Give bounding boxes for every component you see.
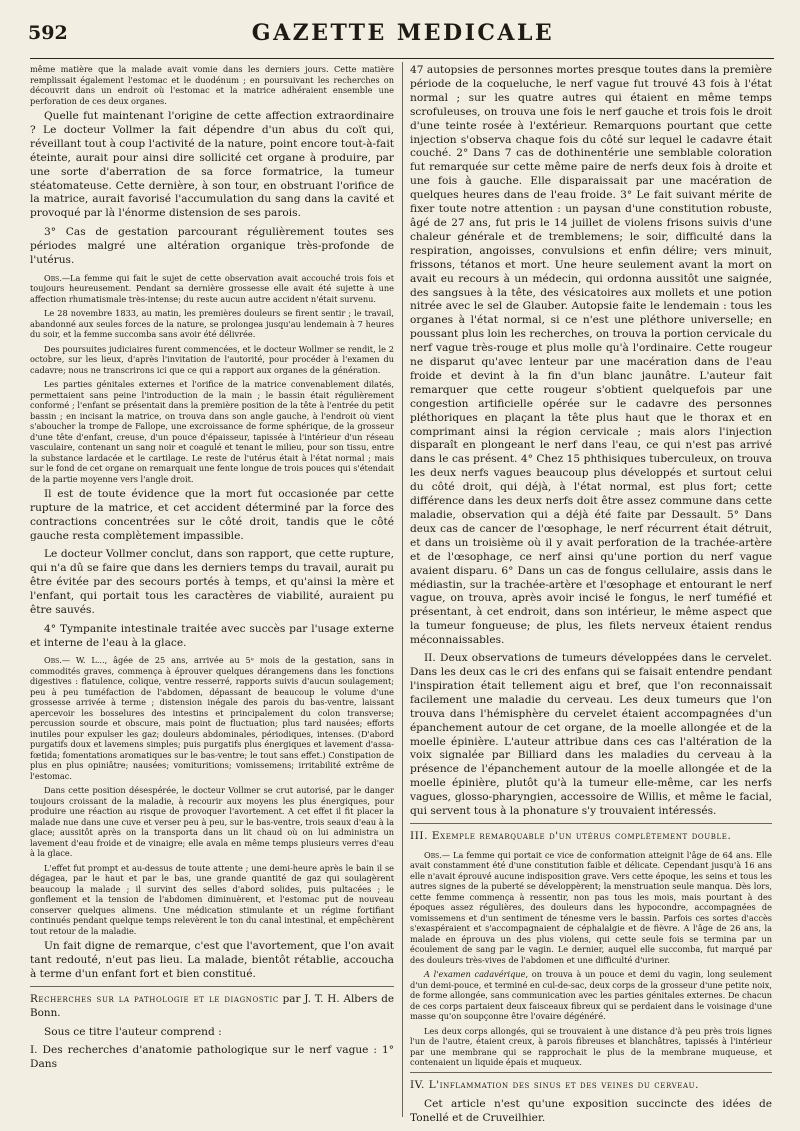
observation-1-p2: Le 28 novembre 1833, au matin, les premières douleurs se firent sentir ; le travail, abandonné aux seules forces de la nature, se prolongea jusqu'au lendemain à 7 heures du soir, et la femme succomba sans avoir été délivrée. — [30, 308, 394, 340]
observation-3-p2-text: , on trouva à un pouce et demi du vagin, long seulement d'un demi-pouce, et terminé en cul-de-sac, deux corps de la grosseur d'une petite noix, de forme allongée, sans communication avec les parties génitales externes. De chacun de ces corps partaient deux faisceaux fibreux qui se perdaient dans le voisinage d'une masse qu'on soupçonne être l'ovaire dégénéré. — [410, 969, 772, 1022]
obs-label: Obs. — [44, 272, 62, 283]
header-rule — [30, 58, 774, 59]
observation-1-text: —La femme qui fait le sujet de cette observation avait accouché trois fois et toujours heureusement. Pendant sa dernière grossesse elle avait été sujette à une affection rhumatismale très-intense; du reste aucun autre accident n'était survenu. — [30, 272, 394, 304]
recherches-title: Recherches sur la pathologie et le diagnostic — [30, 993, 279, 1006]
observation-2-p2: Dans cette position désespérée, le docteur Vollmer se crut autorisé, par le danger toujours croissant de la maladie, à recourir aux moyens les plus énergiques, pour produire une réaction au risque de provoquer l'avortement. A cet effet il fit placer la malade nue dans une cuve et verser peu à peu, sur le bas-ventre, trois seaux d'eau à la glace; aussitôt après on la transporta dans un lit chaud où on lui administra un lavement d'eau froide et de vinaigre; elle avala en même temps plusieurs verres d'eau à la glace. — [30, 785, 394, 859]
left-paragraph-6: Sous ce titre l'auteur comprend : — [44, 1026, 222, 1039]
section-rule — [30, 986, 394, 987]
section-IV-heading: IV. L'inflammation des sinus et des veines du cerveau. — [410, 1078, 700, 1091]
observation-2-intro — [30, 655, 394, 781]
right-paragraph-1: 47 autopsies de personnes mortes presque toutes dans la première période de la coqueluche, le nerf vague fut trouvé 43 fois à l'état normal ; sur les quatre autres qui étaient en même temps scrofuleuses, on trouva une fois le nerf gauche et trois fois le droit d'une teinte rosée à l'extérieur. Remarquons pourtant que cette injection s'observa chaque fois du côté sur lequel le cadavre était couché. 2° Dans 7 cas de dothinentérie une semblable coloration fut remarquée sur cette même paire de nerfs deux fois à droite et une fois à gauche. Elle disparaissait par une macération de quelques heures dans de l'eau froide. 3° Le fait suivant mérite de fixer toute notre attention : un paysan d'une constitution robuste, âgé de 27 ans, fut pris le 14 juillet de violens frisons suivis d'une chaleur générale et de tremblemens; le soir, difficulté dans la respiration, angoisses, convulsions et enfin délire; vers minuit, frissons, tétanos et mort. Une heure seulement avant la mort on avait eu recours à un médecin, qui ordonna aussitôt une saignée, des sangsues à la tête, des vésicatoires aux mollets et une potion nitrée avec le sel de Glauber. Autopsie faite le lendemain : tous les organes à l'état normal, si ce n'est une pléthore universelle; en poussant plus loin les recherches, on trouva la portion cervicale du nerf vague très-rouge et plus molle qu'à l'ordinaire. Cette rougeur ne disparut qu'avec lenteur par une macération dans de l'eau froide et devint à la fin d'un blanc jaunâtre. L'auteur fait remarquer que cette rougeur s'obtient quelquefois par une congestion artificielle opérée sur le cadavre des personnes pléthoriques en plaçant la tête plus haut que le thorax et en comprimant ainsi la région cervicale ; mais alors l'injection disparaît en plongeant le nerf dans l'eau, ce qui n'est pas arrivé dans le cas présent. 4° Chez 15 phthisiques tuberculeux, on trouva les deux nerfs vagues beaucoup plus développés et surtout celui du côté droit, qui déjà, à l'état normal, est plus fort; cette différence dans les deux nerfs doit être assez commune dans cette maladie, observation qui a déjà été faite par Dessault. 5° Dans deux cas de cancer de l'œsophage, le nerf récurrent était détruit, et dans un troisième où il y avait perforation de la trachée-artère et de l'œsophage, ce nerf ainsi qu'une portion du nerf vague avaient disparu. 6° Dans un cas de fongus cellulaire, assis dans le médiastin, sur la trachée-artère et l'œsophage et entourant le nerf vague, on trouva, après avoir incisé le fongus, le nerf tuméfié et présentant, à cet endroit, dans son intérieur, le même aspect que la tumeur fongueuse; de plus, les filets nerveux étaient rendus méconnaissables. — [410, 64, 772, 647]
left-paragraph-3: Il est de toute évidence que la mort fut occasionée par cette rupture de la matrice, et cet accident déterminé par la force des contractions concentrées sur le côté droit, tandis que le côté gauche resta complètement impassible. — [30, 488, 394, 543]
section-3-heading: 3° Cas de gestation parcourant régulièrement toutes ses périodes malgré une altération organique très-profonde de l'utérus. — [30, 226, 394, 267]
examen-cadaverique-italic: A l'examen cadavérique — [424, 969, 526, 980]
left-column — [30, 64, 394, 1124]
observation-3-p2 — [410, 969, 772, 1022]
left-paragraph-2: Quelle fut maintenant l'origine de cette affection extraordinaire ? Le docteur Vollmer la fait dépendre d'un abus du coït qui, réveillant tout à coup l'activité de la nature, point encore tout-à-fait éteinte, aurait pour ainsi dire sollicité cet organe à produire, par une sorte d'aberration de sa force formatrice, la tumeur stéatomateuse. Cette dernière, à son tour, en obstruant l'orifice de la matrice, aurait favorisé l'accumulation du sang dans la cavité et provoqué par là l'énorme distension de ses parois. — [30, 110, 394, 220]
page-header — [28, 18, 778, 54]
column-divider — [402, 62, 403, 1117]
right-paragraph-2: II. Deux observations de tumeurs développées dans le cervelet. Dans les deux cas le cri des enfans qui se faisait entendre pendant l'inspiration était tellement aigu et bref, que l'on reconnaissait facilement une maladie du cerveau. Les deux tumeurs que l'on trouva dans l'hémisphère du cervelet étaient accompagnées d'un épanchement autour de cet organe, de la moelle allongée et de la moelle épinière. L'auteur attribue dans ces cas l'altération de la voix signalée par Billiard dans les maladies du cerveau à la présence de l'épanchement autour de la moelle allongée et de la moelle épinière, plutôt qu'à la tumeur elle-même, car les nerfs vagues, glosso-pharyngien, accessoire de Willis, et même le facial, qui servent tous à la phonature s'y trouvaient intéressés. — [410, 652, 772, 818]
left-paragraph-5: Un fait digne de remarque, c'est que l'avortement, que l'on avait tant redouté, n'eut pas lieu. La malade, bientôt rétablie, accoucha à terme d'un enfant fort et bien constitué. — [30, 940, 394, 981]
left-paragraph-4: Le docteur Vollmer conclut, dans son rapport, que cette rupture, qui n'a dû se faire que dans les derniers temps du travail, aurait pu être évitée par des secours portés à temps, et qu'ainsi la mère et l'enfant, qui portait tous les caractères de viabilité, auraient pu être sauvés. — [30, 548, 394, 616]
obs-label: Obs. — [424, 849, 442, 860]
observation-1-p4: Les parties génitales externes et l'orifice de la matrice convenablement dilatés, permettaient sans peine l'introduction de la main ; le bassin était régulièrement conformé ; l'enfant se présentait dans la première position de la tête à l'entrée du petit bassin ; en incisant la matrice, on trouva dans son angle gauche, à l'endroit où vient s'aboucher la trompe de Fallope, une excroissance de forme sphérique, de la grosseur d'une tête d'enfant, creuse, d'un pouce d'épaisseur, tapissée à l'intérieur d'un réseau vasculaire, contenant un sang noir et coagulé et tenant le milieu, pour son tissu, entre la substance lardacée et le cartilage. Le reste de l'utérus était à l'état normal ; mais sur le fond de cet organe on remarquait une fente longue de trois pouces qui s'étendait de la partie moyenne vers l'angle droit. — [30, 379, 394, 484]
recherches-author: par J. T. H. Albers de Bonn. — [30, 993, 394, 1019]
observation-2-text: — W. L..., âgée de 25 ans, arrivée au 5ᵉ mois de la gestation, sans in commodités graves, commença à éprouver quelques dérangemens dans les fonctions digestives : flatulence, colique, ventre resserré, rapports suivis d'aucun soulagement; peu à peu tuméfaction de l'abdomen, dépassant de beaucoup le volume d'une grossesse arrivée à terme ; distension inégale des parois du bas-ventre, laissant apercevoir les bosselures des intestins et principalement du colon transverse; percussion sourde et obscure, mais point de fluctuation; plus tard nausées; efforts inutiles pour expulser les gaz; douleurs abdominales, périodiques, intenses. (D'abord purgatifs doux et lavemens simples; puis purgatifs plus énergiques et lavement d'assa-fœtida; fomentations aromatiques sur le bas-ventre; le tout sans effet.) Constipation de plus en plus opiniâtre; nausées; vomituritions; vomissemens; irritabilité extrême de l'estomac. — [30, 655, 394, 781]
observation-2-p3: L'effet fut prompt et au-dessus de toute attente ; une demi-heure après le bain il se dégagea, par le haut et par le bas, une grande quantité de gaz qui soulagèrent beaucoup la malade ; il survint des selles d'abord solides, puis pultacées ; le gonflement et la tension de l'abdomen diminuèrent, et l'estomac put de nouveau conserver quelques alimens. Une médication stimulante et un régime fortifiant continués pendant quelque temps relevèrent le ton du canal intestinal, et empêchèrent tout retour de la maladie. — [30, 862, 394, 936]
obs-label: Obs. — [44, 655, 62, 666]
observation-3-p3: Les deux corps allongés, qui se trouvaient à une distance d'à peu près trois lignes l'un de l'autre, étaient creux, à parois fibreuses et blanchâtres, tapissés à l'intérieur par une membrane qui se rapprochait le plus de la membrane muqueuse, et contenaient un liquide épais et muqueux. — [410, 1025, 772, 1068]
left-paragraph-1: même matière que la malade avait vomie dans les derniers jours. Cette matière remplissait également l'estomac et le duodénum ; en poursuivant les recherches on découvrit dans un endroit où l'estomac et la matrice adhéraient ensemble une perforation de ces deux organes. — [30, 64, 394, 106]
journal-title: GAZETTE MEDICALE — [251, 20, 555, 46]
page-number: 592 — [28, 22, 68, 44]
recherches-heading — [30, 993, 394, 1020]
right-column — [410, 64, 772, 1124]
left-paragraph-7: I. Des recherches d'anatomie pathologique sur le nerf vague : 1° Dans — [30, 1044, 394, 1071]
section-rule — [410, 1072, 772, 1073]
section-rule — [410, 823, 772, 824]
observation-3-intro — [410, 850, 772, 966]
observation-3-text: — La femme qui portait ce vice de conformation atteignit l'âge de 64 ans. Elle avait constamment été d'une constitution faible et délicate. Cependant jusqu'à 16 ans elle n'avait éprouvé aucune indisposition grave. Vers cette époque, les seins et tous les autres signes de la puberté se développèrent; la menstruation seule manqua. Dès lors, cette femme commença à ressentir, non pas tous les mois, mais pourtant à des époques assez régulières, des douleurs dans les hypocondre, accompagnées de vomissemens et d'un sentiment de ténesme vers le bassin. Parfois ces sortes d'accès s'exaspéraient et s'accompagnaient de céphalalgie et de fièvre. A l'âge de 26 ans, la malade en éprouva un des plus violens, qui cette seule fois se termina par un écoulement de sang par le vagin. Le dernier, auquel elle succomba, fut marqué par des douleurs très-vives de l'abdomen et une difficulté d'uriner. — [410, 849, 772, 965]
section-III-heading: III. Exemple remarquable d'un utérus complètement double. — [410, 829, 732, 842]
section-4-heading: 4° Tympanite intestinale traitée avec succès par l'usage externe et interne de l'eau à la glace. — [30, 622, 394, 649]
observation-1-p3: Des poursuites judiciaires furent commencées, et le docteur Wollmer se rendit, le 2 octobre, sur les lieux, d'après l'invitation de l'autorité, pour procéder à l'examen du cadavre; nous ne transcrirons ici que ce qui a rapport aux organes de la génération. — [30, 343, 394, 375]
observation-1-intro — [30, 273, 394, 305]
right-paragraph-3: Cet article n'est qu'une exposition succincte des idées de Tonellé et de Cruveilhier. — [410, 1098, 772, 1124]
